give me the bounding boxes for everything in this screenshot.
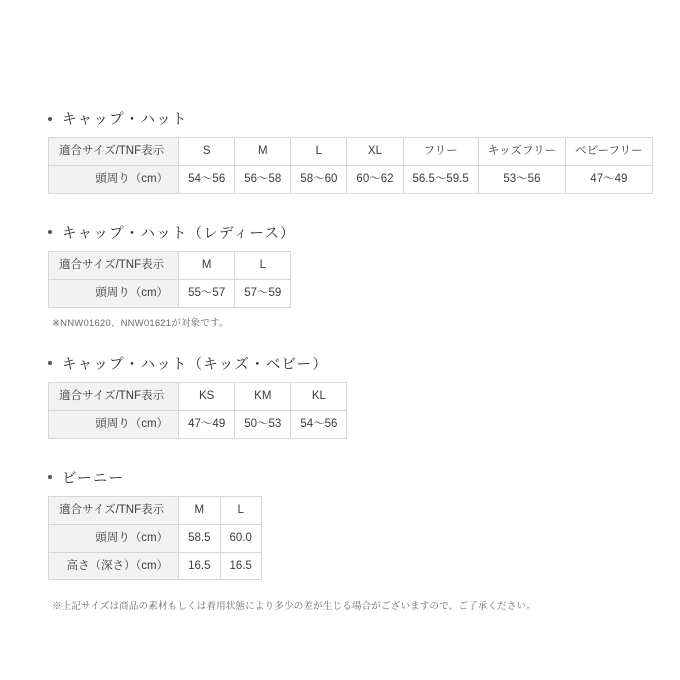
bullet-icon bbox=[48, 117, 52, 121]
size-table-cap-hat bbox=[48, 137, 653, 194]
column-header: L bbox=[235, 251, 291, 279]
section-heading-cap-hat-kids-baby bbox=[48, 353, 680, 374]
page-footnote: ※上記サイズは商品の素材もしくは着用状態により多少の差が生じる場合がございますので、ご了承ください。 bbox=[52, 601, 537, 613]
row-header: 頭周り（cm） bbox=[49, 279, 179, 307]
column-header: M bbox=[179, 496, 220, 524]
table-cell: 47〜49 bbox=[566, 165, 653, 193]
table-cell: 56.5〜59.5 bbox=[403, 165, 478, 193]
section-heading-cap-hat-ladies bbox=[48, 222, 680, 243]
bullet-icon bbox=[48, 361, 52, 365]
column-header: ベビーフリー bbox=[566, 138, 653, 166]
table-cell: 16.5 bbox=[179, 552, 220, 580]
section-beanie bbox=[48, 467, 680, 581]
section-title: キャップ・ハット（キッズ・ベビー） bbox=[62, 356, 329, 373]
table-cell: 54〜56 bbox=[179, 165, 235, 193]
column-header: 適合サイズ/TNF表示 bbox=[49, 382, 179, 410]
table-cell: 50〜53 bbox=[235, 410, 291, 438]
table-row bbox=[49, 410, 347, 438]
table-row bbox=[49, 279, 291, 307]
section-title: キャップ・ハット bbox=[62, 112, 188, 128]
table-cell: 58.5 bbox=[179, 524, 220, 552]
spacer bbox=[48, 335, 680, 353]
spacer bbox=[48, 445, 680, 467]
section-title: キャップ・ハット（レディース） bbox=[62, 225, 296, 242]
column-header: S bbox=[179, 138, 235, 166]
section-cap-hat bbox=[48, 108, 680, 194]
table-cell: 47〜49 bbox=[179, 410, 235, 438]
table-row bbox=[49, 524, 262, 552]
section-title: ビーニー bbox=[62, 470, 125, 487]
column-header: KS bbox=[179, 382, 235, 410]
column-header: M bbox=[235, 138, 291, 166]
column-header: KL bbox=[291, 382, 347, 410]
table-cell: 54〜56 bbox=[291, 410, 347, 438]
table-row bbox=[49, 165, 653, 193]
column-header: キッズフリー bbox=[478, 138, 565, 166]
section-cap-hat-ladies bbox=[48, 222, 680, 329]
column-header: 適合サイズ/TNF表示 bbox=[49, 138, 179, 166]
column-header: 適合サイズ/TNF表示 bbox=[49, 496, 179, 524]
row-header: 頭周り（cm） bbox=[49, 410, 179, 438]
section-cap-hat-kids-baby bbox=[48, 353, 680, 439]
table-cell: 60.0 bbox=[220, 524, 261, 552]
section-heading-cap-hat bbox=[48, 108, 680, 129]
table-cell: 58〜60 bbox=[291, 165, 347, 193]
table-cell: 16.5 bbox=[220, 552, 261, 580]
size-table-cap-hat-ladies bbox=[48, 251, 291, 308]
column-header: M bbox=[179, 251, 235, 279]
column-header: 適合サイズ/TNF表示 bbox=[49, 251, 179, 279]
column-header: L bbox=[220, 496, 261, 524]
row-header: 頭周り（cm） bbox=[49, 524, 179, 552]
row-header: 高さ（深さ）（cm） bbox=[49, 552, 179, 580]
table-header-row bbox=[49, 251, 291, 279]
column-header: L bbox=[291, 138, 347, 166]
row-header: 頭周り（cm） bbox=[49, 165, 179, 193]
table-cell: 60〜62 bbox=[347, 165, 403, 193]
table-row bbox=[49, 552, 262, 580]
table-header-row bbox=[49, 382, 347, 410]
size-table-cap-hat-kids-baby bbox=[48, 382, 347, 439]
section-note: ※NNW01620、NNW01621が対象です。 bbox=[52, 317, 229, 329]
table-header-row bbox=[49, 496, 262, 524]
column-header: XL bbox=[347, 138, 403, 166]
section-heading-beanie bbox=[48, 467, 680, 488]
column-header: フリー bbox=[403, 138, 478, 166]
table-header-row bbox=[49, 138, 653, 166]
spacer bbox=[48, 200, 680, 222]
table-cell: 56〜58 bbox=[235, 165, 291, 193]
size-table-beanie bbox=[48, 496, 262, 581]
bullet-icon bbox=[48, 475, 52, 479]
table-cell: 53〜56 bbox=[478, 165, 565, 193]
bullet-icon bbox=[48, 230, 52, 234]
table-cell: 57〜59 bbox=[235, 279, 291, 307]
table-cell: 55〜57 bbox=[179, 279, 235, 307]
column-header: KM bbox=[235, 382, 291, 410]
